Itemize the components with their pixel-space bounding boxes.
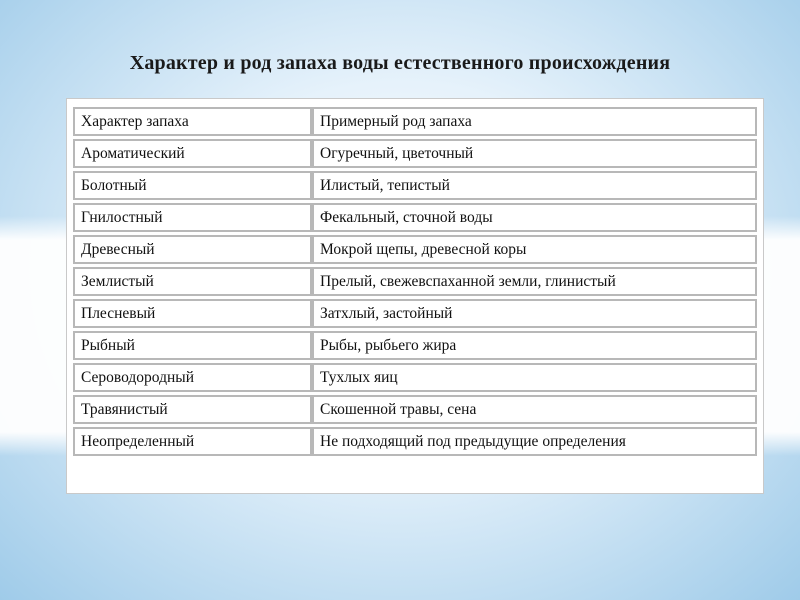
slide-title: Характер и род запаха воды естественного происхождения bbox=[129, 52, 671, 74]
odor-character-cell: Неопределенный bbox=[73, 427, 312, 456]
table-row bbox=[73, 395, 757, 424]
odor-character-cell: Гнилостный bbox=[73, 203, 312, 232]
odor-type-cell: Не подходящий под предыдущие определения bbox=[312, 427, 757, 456]
odor-character-cell: Травянистый bbox=[73, 395, 312, 424]
odor-type-cell: Рыбы, рыбьего жира bbox=[312, 331, 757, 360]
odor-character-cell: Болотный bbox=[73, 171, 312, 200]
table-row bbox=[73, 363, 757, 392]
odor-type-cell: Скошенной травы, сена bbox=[312, 395, 757, 424]
odor-type-cell: Прелый, свежевспаханной земли, глинистый bbox=[312, 267, 757, 296]
odor-type-cell: Огуречный, цветочный bbox=[312, 139, 757, 168]
odor-character-cell: Древесный bbox=[73, 235, 312, 264]
table-row bbox=[73, 171, 757, 200]
header-odor-character: Характер запаха bbox=[73, 107, 312, 136]
odor-table-frame bbox=[66, 98, 764, 494]
odor-type-cell: Илистый, тепистый bbox=[312, 171, 757, 200]
odor-character-cell: Ароматический bbox=[73, 139, 312, 168]
odor-character-cell: Рыбный bbox=[73, 331, 312, 360]
header-odor-type: Примерный род запаха bbox=[312, 107, 757, 136]
odor-type-cell: Мокрой щепы, древесной коры bbox=[312, 235, 757, 264]
odor-character-cell: Плесневый bbox=[73, 299, 312, 328]
odor-character-cell: Сероводородный bbox=[73, 363, 312, 392]
table-row bbox=[73, 427, 757, 456]
odor-character-cell: Землистый bbox=[73, 267, 312, 296]
odor-type-cell: Тухлых яиц bbox=[312, 363, 757, 392]
table-row bbox=[73, 299, 757, 328]
table-row bbox=[73, 267, 757, 296]
odor-table bbox=[73, 104, 757, 459]
odor-type-cell: Затхлый, застойный bbox=[312, 299, 757, 328]
table-row bbox=[73, 331, 757, 360]
table-row bbox=[73, 203, 757, 232]
table-row bbox=[73, 139, 757, 168]
table-header-row bbox=[73, 107, 757, 136]
table-row bbox=[73, 235, 757, 264]
odor-type-cell: Фекальный, сточной воды bbox=[312, 203, 757, 232]
